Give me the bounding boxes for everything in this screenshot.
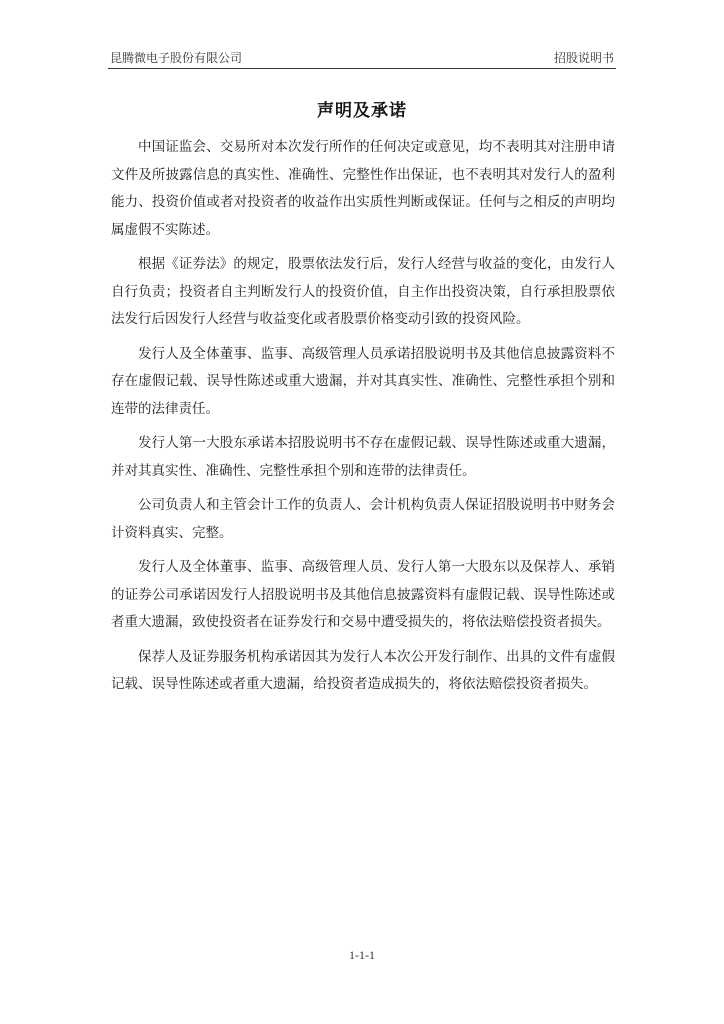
- document-type: 招股说明书: [553, 51, 614, 65]
- paragraph-financial-guarantee: 公司负责人和主管会计工作的负责人、会计机构负责人保证招股说明书中财务会计资料真实、完整。: [111, 497, 615, 541]
- paragraph-compensation-commitment: 发行人及全体董事、监事、高级管理人员、发行人第一大股东以及保荐人、承销的证券公司承诺因发行人招股说明书及其他信息披露资料有虚假记载、误导性陈述或者重大遗漏，致使投资者在证券发行和交易中遭受损失的，将依法赔偿投资者损失。: [111, 559, 615, 630]
- statement-body: [111, 134, 615, 706]
- paragraph-investment-risk: 根据《证券法》的规定，股票依法发行后，发行人经营与收益的变化，由发行人自行负责；投资者自主判断发行人的投资价值，自主作出投资决策，自行承担股票依法发行后因发行人经营与收益变化或者股票价格变动引致的投资风险。: [111, 256, 615, 327]
- paragraph-sponsor-commitment: 保荐人及证券服务机构承诺因其为发行人本次公开发行制作、出具的文件有虚假记载、误导性陈述或者重大遗漏，给投资者造成损失的，将依法赔偿投资者损失。: [111, 648, 615, 692]
- page-header: [108, 50, 616, 69]
- company-name: 昆腾微电子股份有限公司: [110, 51, 243, 65]
- paragraph-shareholder-commitment: 发行人第一大股东承诺本招股说明书不存在虚假记载、误导性陈述或重大遗漏，并对其真实性、准确性、完整性承担个别和连带的法律责任。: [111, 435, 615, 479]
- page-number: 1-1-1: [349, 948, 375, 962]
- paragraph-directors-commitment: 发行人及全体董事、监事、高级管理人员承诺招股说明书及其他信息披露资料不存在虚假记载、误导性陈述或重大遗漏，并对其真实性、准确性、完整性承担个别和连带的法律责任。: [111, 345, 615, 417]
- paragraph-regulator-disclaimer: 中国证监会、交易所对本次发行所作的任何决定或意见，均不表明其对注册申请文件及所披露信息的真实性、准确性、完整性作出保证，也不表明其对发行人的盈利能力、投资价值或者对投资者的收益作出实质性判断或保证。任何与之相反的声明均属虚假不实陈述。: [111, 139, 615, 238]
- page-title: 声明及承诺: [317, 101, 407, 121]
